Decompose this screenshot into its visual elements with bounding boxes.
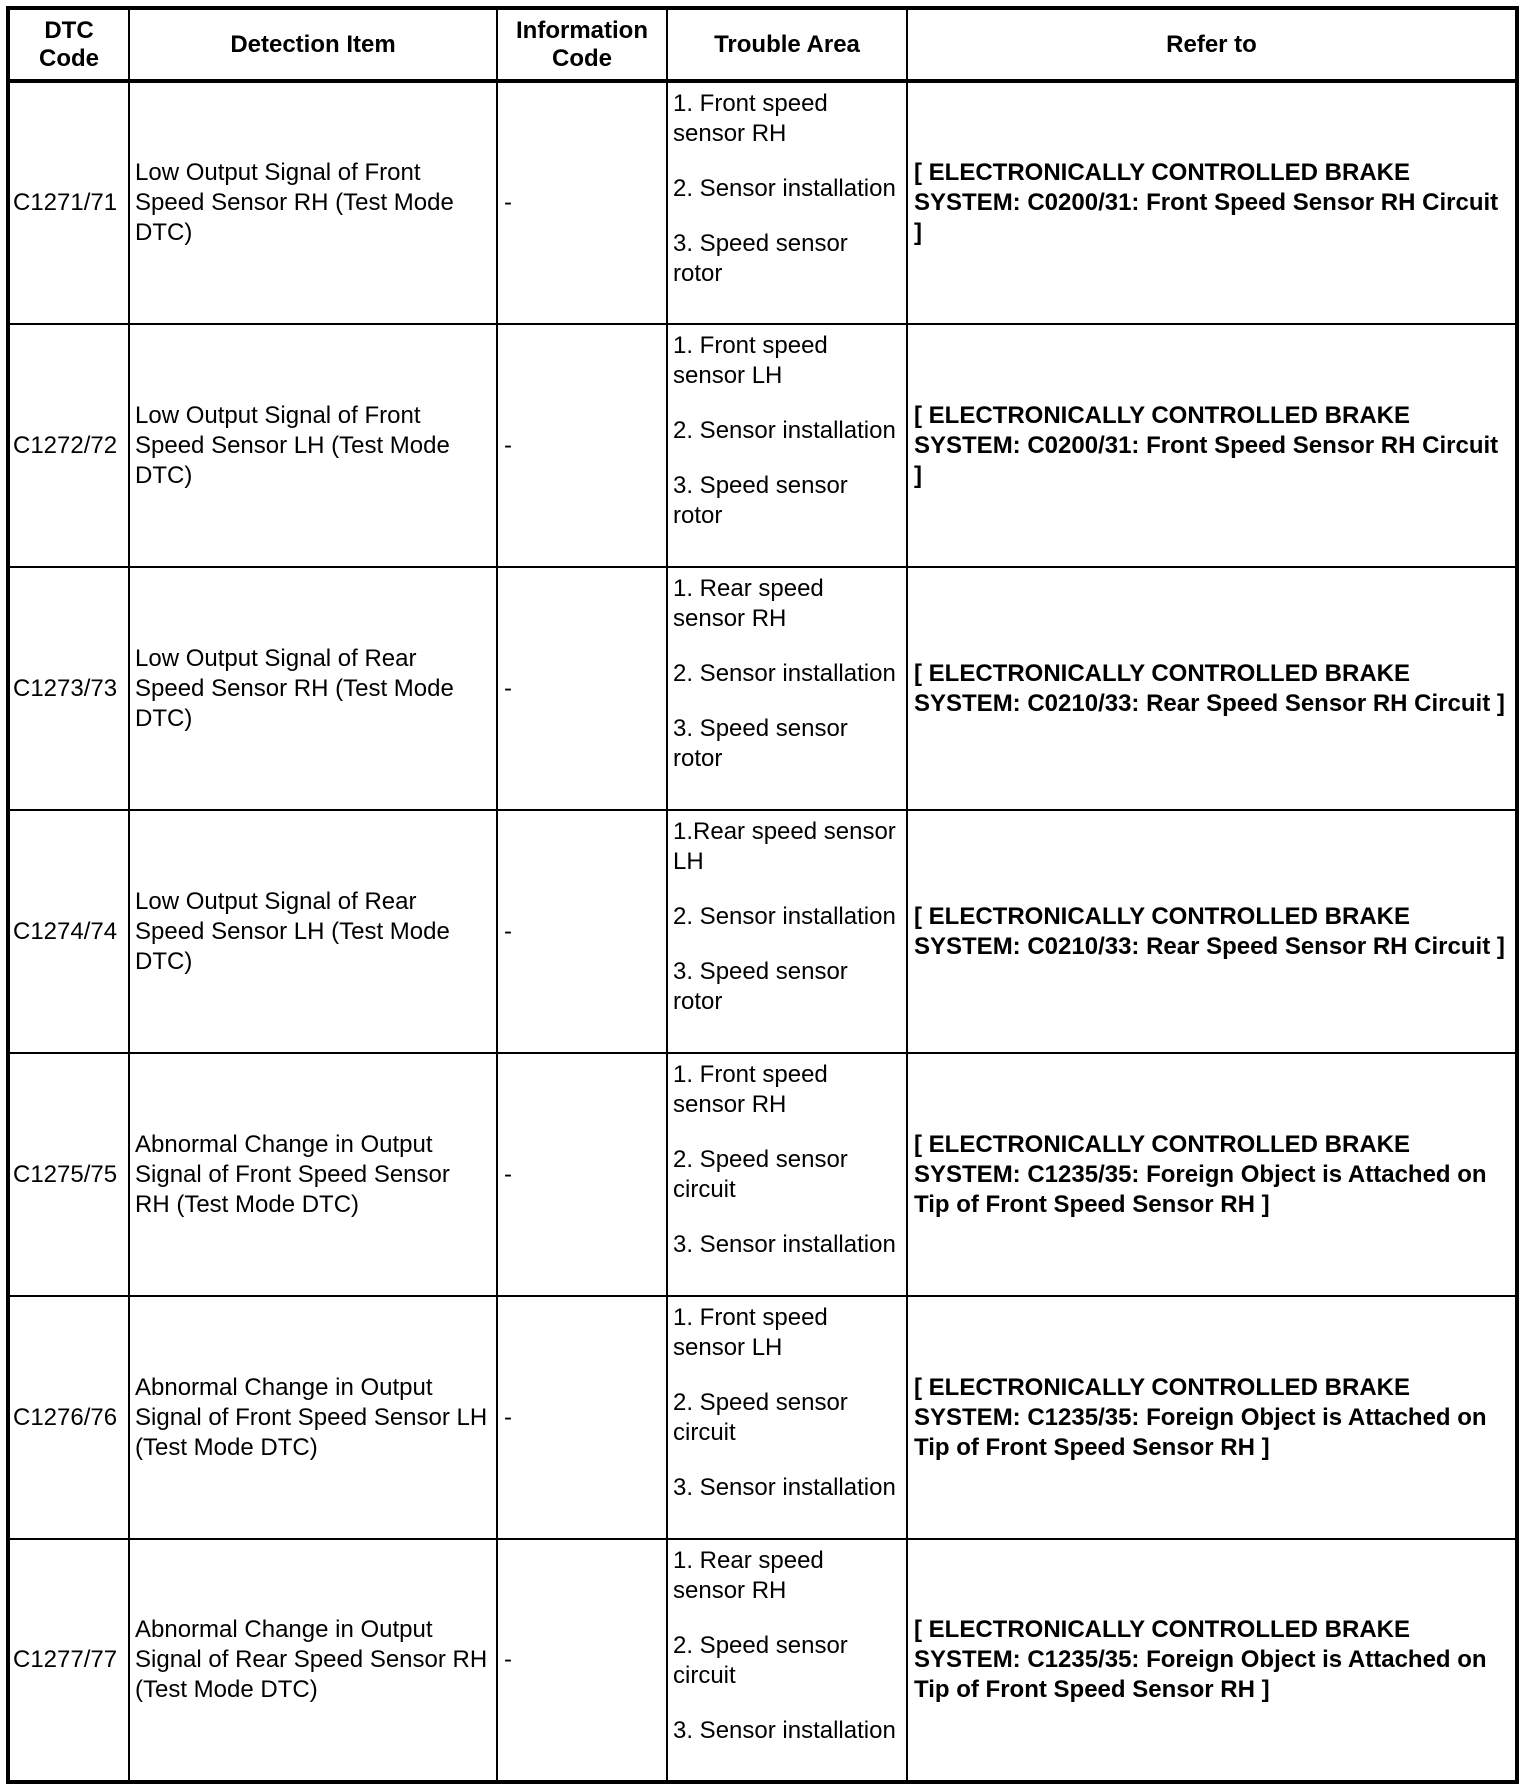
dtc-code-cell: C1277/77 (8, 1539, 129, 1782)
dtc-code-cell: C1272/72 (8, 324, 129, 567)
table-row (8, 567, 1517, 810)
table-row (8, 1539, 1517, 1782)
trouble-area-item: 3. Speed sensor rotor (673, 715, 848, 772)
trouble-area-item: 3. Speed sensor rotor (673, 472, 848, 529)
detection-item-cell: Abnormal Change in Output Signal of Front Speed Sensor LH (Test Mode DTC) (129, 1296, 497, 1539)
refer-to-cell: [ ELECTRONICALLY CONTROLLED BRAKE SYSTEM: C1235/35: Foreign Object is Attached on Tip of Front Speed Sensor RH ] (907, 1296, 1517, 1539)
table-row (8, 324, 1517, 567)
dtc-code-cell: C1271/71 (8, 81, 129, 324)
trouble-area-item: 1.Rear speed sensor LH (673, 818, 896, 875)
table-row (8, 810, 1517, 1053)
trouble-area-cell (667, 1296, 907, 1539)
information-code-cell: - (497, 324, 667, 567)
trouble-area-item: 1. Front speed sensor LH (673, 332, 828, 389)
trouble-area-item: 3. Sensor installation (673, 1231, 896, 1258)
trouble-area-cell (667, 567, 907, 810)
trouble-area-cell (667, 810, 907, 1053)
trouble-area-item: 3. Sensor installation (673, 1474, 896, 1501)
trouble-area-item: 1. Front speed sensor RH (673, 1061, 828, 1118)
trouble-area-cell (667, 81, 907, 324)
refer-to-cell: [ ELECTRONICALLY CONTROLLED BRAKE SYSTEM: C1235/35: Foreign Object is Attached on Tip of Front Speed Sensor RH ] (907, 1053, 1517, 1296)
information-code-cell: - (497, 810, 667, 1053)
detection-item-cell: Abnormal Change in Output Signal of Rear Speed Sensor RH (Test Mode DTC) (129, 1539, 497, 1782)
detection-item-cell: Low Output Signal of Front Speed Sensor RH (Test Mode DTC) (129, 81, 497, 324)
information-code-cell: - (497, 1053, 667, 1296)
dtc-code-cell: C1274/74 (8, 810, 129, 1053)
trouble-area-item: 2. Speed sensor circuit (673, 1389, 848, 1446)
trouble-area-item: 2. Sensor installation (673, 417, 896, 444)
detection-item-cell: Low Output Signal of Front Speed Sensor LH (Test Mode DTC) (129, 324, 497, 567)
detection-item-cell: Low Output Signal of Rear Speed Sensor RH (Test Mode DTC) (129, 567, 497, 810)
trouble-area-item: 3. Speed sensor rotor (673, 958, 848, 1015)
refer-to-cell: [ ELECTRONICALLY CONTROLLED BRAKE SYSTEM: C0210/33: Rear Speed Sensor RH Circuit ] (907, 567, 1517, 810)
header-information-code: Information Code (497, 8, 667, 81)
trouble-area-item: 2. Sensor installation (673, 660, 896, 687)
refer-to-cell: [ ELECTRONICALLY CONTROLLED BRAKE SYSTEM: C0200/31: Front Speed Sensor RH Circuit ] (907, 81, 1517, 324)
trouble-area-cell (667, 1053, 907, 1296)
header-dtc-code: DTC Code (8, 8, 129, 81)
trouble-area-item: 2. Speed sensor circuit (673, 1632, 848, 1689)
trouble-area-item: 1. Rear speed sensor RH (673, 575, 824, 632)
trouble-area-cell (667, 324, 907, 567)
dtc-code-cell: C1273/73 (8, 567, 129, 810)
header-detection-item: Detection Item (129, 8, 497, 81)
information-code-cell: - (497, 567, 667, 810)
information-code-cell: - (497, 81, 667, 324)
dtc-code-cell: C1276/76 (8, 1296, 129, 1539)
trouble-area-item: 3. Sensor installation (673, 1717, 896, 1744)
trouble-area-item: 2. Sensor installation (673, 175, 896, 202)
detection-item-cell: Low Output Signal of Rear Speed Sensor LH (Test Mode DTC) (129, 810, 497, 1053)
trouble-area-item: 2. Speed sensor circuit (673, 1146, 848, 1203)
information-code-cell: - (497, 1539, 667, 1782)
trouble-area-item: 3. Speed sensor rotor (673, 230, 848, 287)
refer-to-cell: [ ELECTRONICALLY CONTROLLED BRAKE SYSTEM: C0200/31: Front Speed Sensor RH Circuit ] (907, 324, 1517, 567)
dtc-code-cell: C1275/75 (8, 1053, 129, 1296)
table-row (8, 81, 1517, 324)
trouble-area-item: 2. Sensor installation (673, 903, 896, 930)
trouble-area-item: 1. Front speed sensor RH (673, 90, 828, 147)
table-row (8, 1053, 1517, 1296)
refer-to-cell: [ ELECTRONICALLY CONTROLLED BRAKE SYSTEM: C0210/33: Rear Speed Sensor RH Circuit ] (907, 810, 1517, 1053)
refer-to-cell: [ ELECTRONICALLY CONTROLLED BRAKE SYSTEM: C1235/35: Foreign Object is Attached on Tip of Front Speed Sensor RH ] (907, 1539, 1517, 1782)
header-trouble-area: Trouble Area (667, 8, 907, 81)
trouble-area-cell (667, 1539, 907, 1782)
detection-item-cell: Abnormal Change in Output Signal of Front Speed Sensor RH (Test Mode DTC) (129, 1053, 497, 1296)
header-refer-to: Refer to (907, 8, 1517, 81)
information-code-cell: - (497, 1296, 667, 1539)
dtc-table (6, 6, 1519, 1784)
trouble-area-item: 1. Rear speed sensor RH (673, 1547, 824, 1604)
table-header-row (8, 8, 1517, 81)
table-row (8, 1296, 1517, 1539)
trouble-area-item: 1. Front speed sensor LH (673, 1304, 828, 1361)
